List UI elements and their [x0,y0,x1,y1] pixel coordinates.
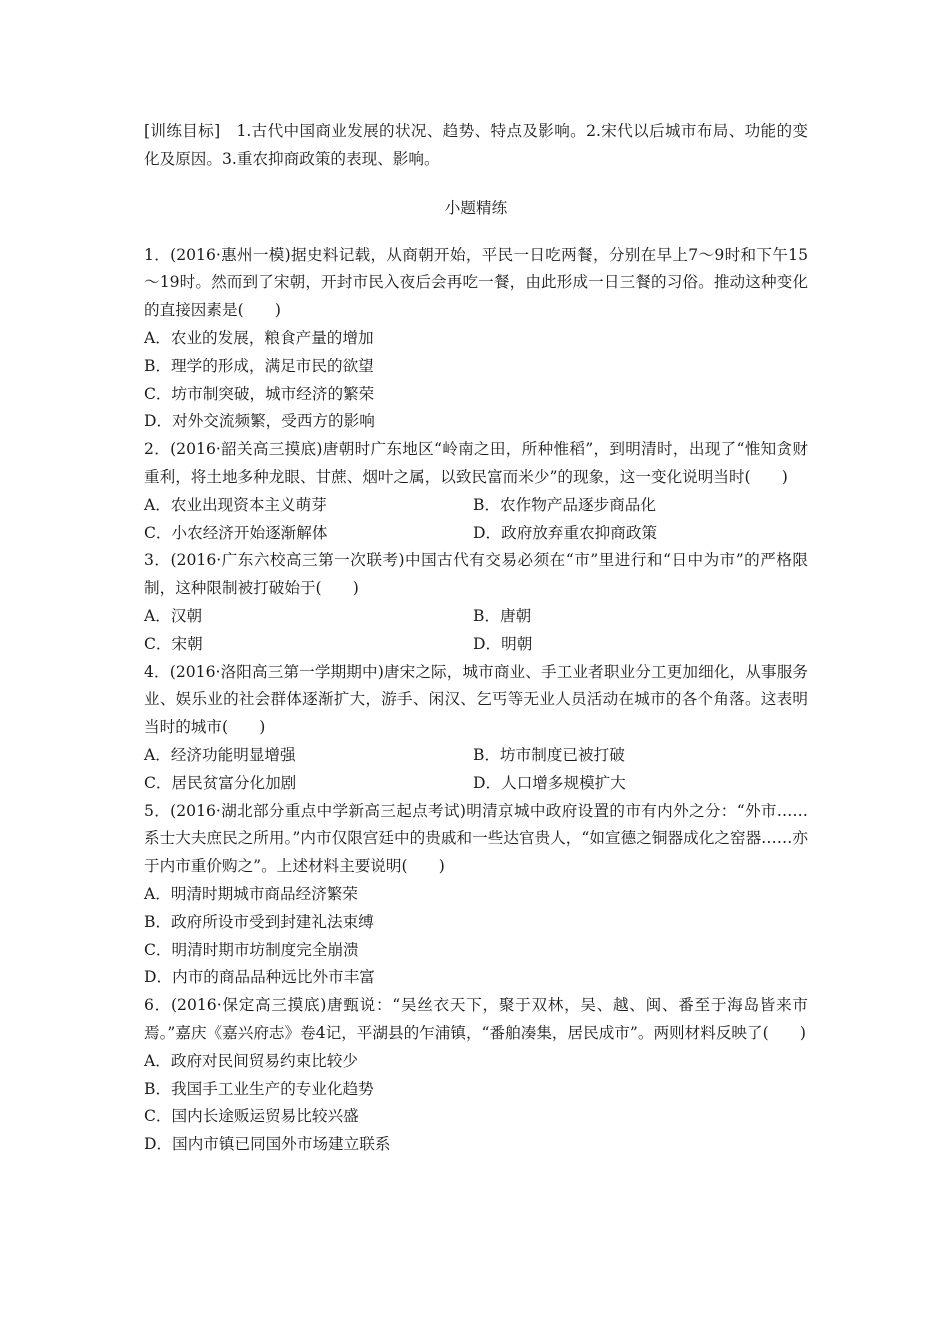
question-4 [144,659,808,798]
question-stem: 1．(2016·惠州一模)据史料记载，从商朝开始，平民一日吃两餐，分别在早上7～9时和下午15～19时。然而到了宋朝，开封市民入夜后会再吃一餐，由此形成一日三餐的习俗。推动这种变化的直接因素是( ) [144,245,808,320]
section-title: 小题精练 [444,198,508,217]
option-a: A．汉朝 [144,606,203,625]
question-stem: 6．(2016·保定高三摸底)唐甄说：“吴丝衣天下，聚于双林，吴、越、闽、番至于海岛皆来市焉。”嘉庆《嘉兴府志》卷4记，平湖县的乍浦镇，“番舶凑集，居民成市”。两则材料反映了( ) [144,996,808,1042]
question-5 [144,798,808,993]
question-2 [144,436,808,547]
option-c: C．坊市制突破，城市经济的繁荣 [144,384,375,403]
option-d: D．内市的商品品种远比外市丰富 [144,968,375,987]
question-3 [144,547,808,658]
option-b: B．农作物产品逐步商品化 [473,495,656,514]
question-stem: 5．(2016·湖北部分重点中学新高三起点考试)明清京城中政府设置的市有内外之分：“外市……系士大夫庶民之所用。”内市仅限宫廷中的贵戚和一些达官贵人，“如宣德之铜器成化之窑器……亦于内市重价购之”。上述材料主要说明( ) [144,801,808,876]
option-c: C．国内长途贩运贸易比较兴盛 [144,1107,359,1126]
option-d: D．人口增多规模扩大 [473,773,626,792]
option-c: C．小农经济开始逐渐解体 [144,523,328,542]
option-b: B．政府所设市受到封建礼法束缚 [144,912,374,931]
option-b: B．理学的形成，满足市民的欲望 [144,356,374,375]
question-stem: 4．(2016·洛阳高三第一学期期中)唐宋之际，城市商业、手工业者职业分工更加细化，从事服务业、娱乐业的社会群体逐渐扩大，游手、闲汉、乞丐等无业人员活动在城市的各个角落。这表明当时的城市( ) [144,662,808,737]
option-d: D．国内市镇已同国外市场建立联系 [144,1135,391,1154]
options-grid [144,742,808,798]
option-c: C．居民贫富分化加剧 [144,773,297,792]
question-stem: 2．(2016·韶关高三摸底)唐朝时广东地区“岭南之田，所种惟稻”，到明清时，出现了“惟知贪财重利，将土地多种龙眼、甘蔗、烟叶之属，以致民富而米少”的现象，这一变化说明当时( ) [144,440,808,486]
option-a: A．政府对民间贸易约束比较少 [144,1051,358,1070]
option-a: A．经济功能明显增强 [144,745,296,764]
option-b: B．我国手工业生产的专业化趋势 [144,1079,374,1098]
options-grid [144,603,808,659]
option-d: D．政府放弃重农抑商政策 [473,523,658,542]
document-page [144,118,808,1159]
question-stem: 3．(2016·广东六校高三第一次联考)中国古代有交易必须在“市”里进行和“日中为市”的严格限制，这种限制被打破始于( ) [144,551,808,598]
options-list [144,881,808,992]
question-1 [144,242,808,437]
option-c: C．宋朝 [144,634,203,653]
options-grid [144,492,808,548]
option-a: A．明清时期城市商品经济繁荣 [144,884,358,903]
option-c: C．明清时期市坊制度完全崩溃 [144,940,359,959]
question-6 [144,992,808,1159]
options-list [144,1048,808,1159]
option-a: A．农业的发展，粮食产量的增加 [144,328,374,347]
options-list [144,325,808,436]
option-d: D．明朝 [473,634,533,653]
option-d: D．对外交流频繁，受西方的影响 [144,412,375,431]
option-b: B．坊市制度已被打破 [473,745,625,764]
option-a: A．农业出现资本主义萌芽 [144,495,327,514]
training-goals: [训练目标] 1.古代中国商业发展的状况、趋势、特点及影响。2.宋代以后城市布局、功能的变化及原因。3.重农抑商政策的表现、影响。 [144,122,808,168]
option-b: B．唐朝 [473,606,532,625]
